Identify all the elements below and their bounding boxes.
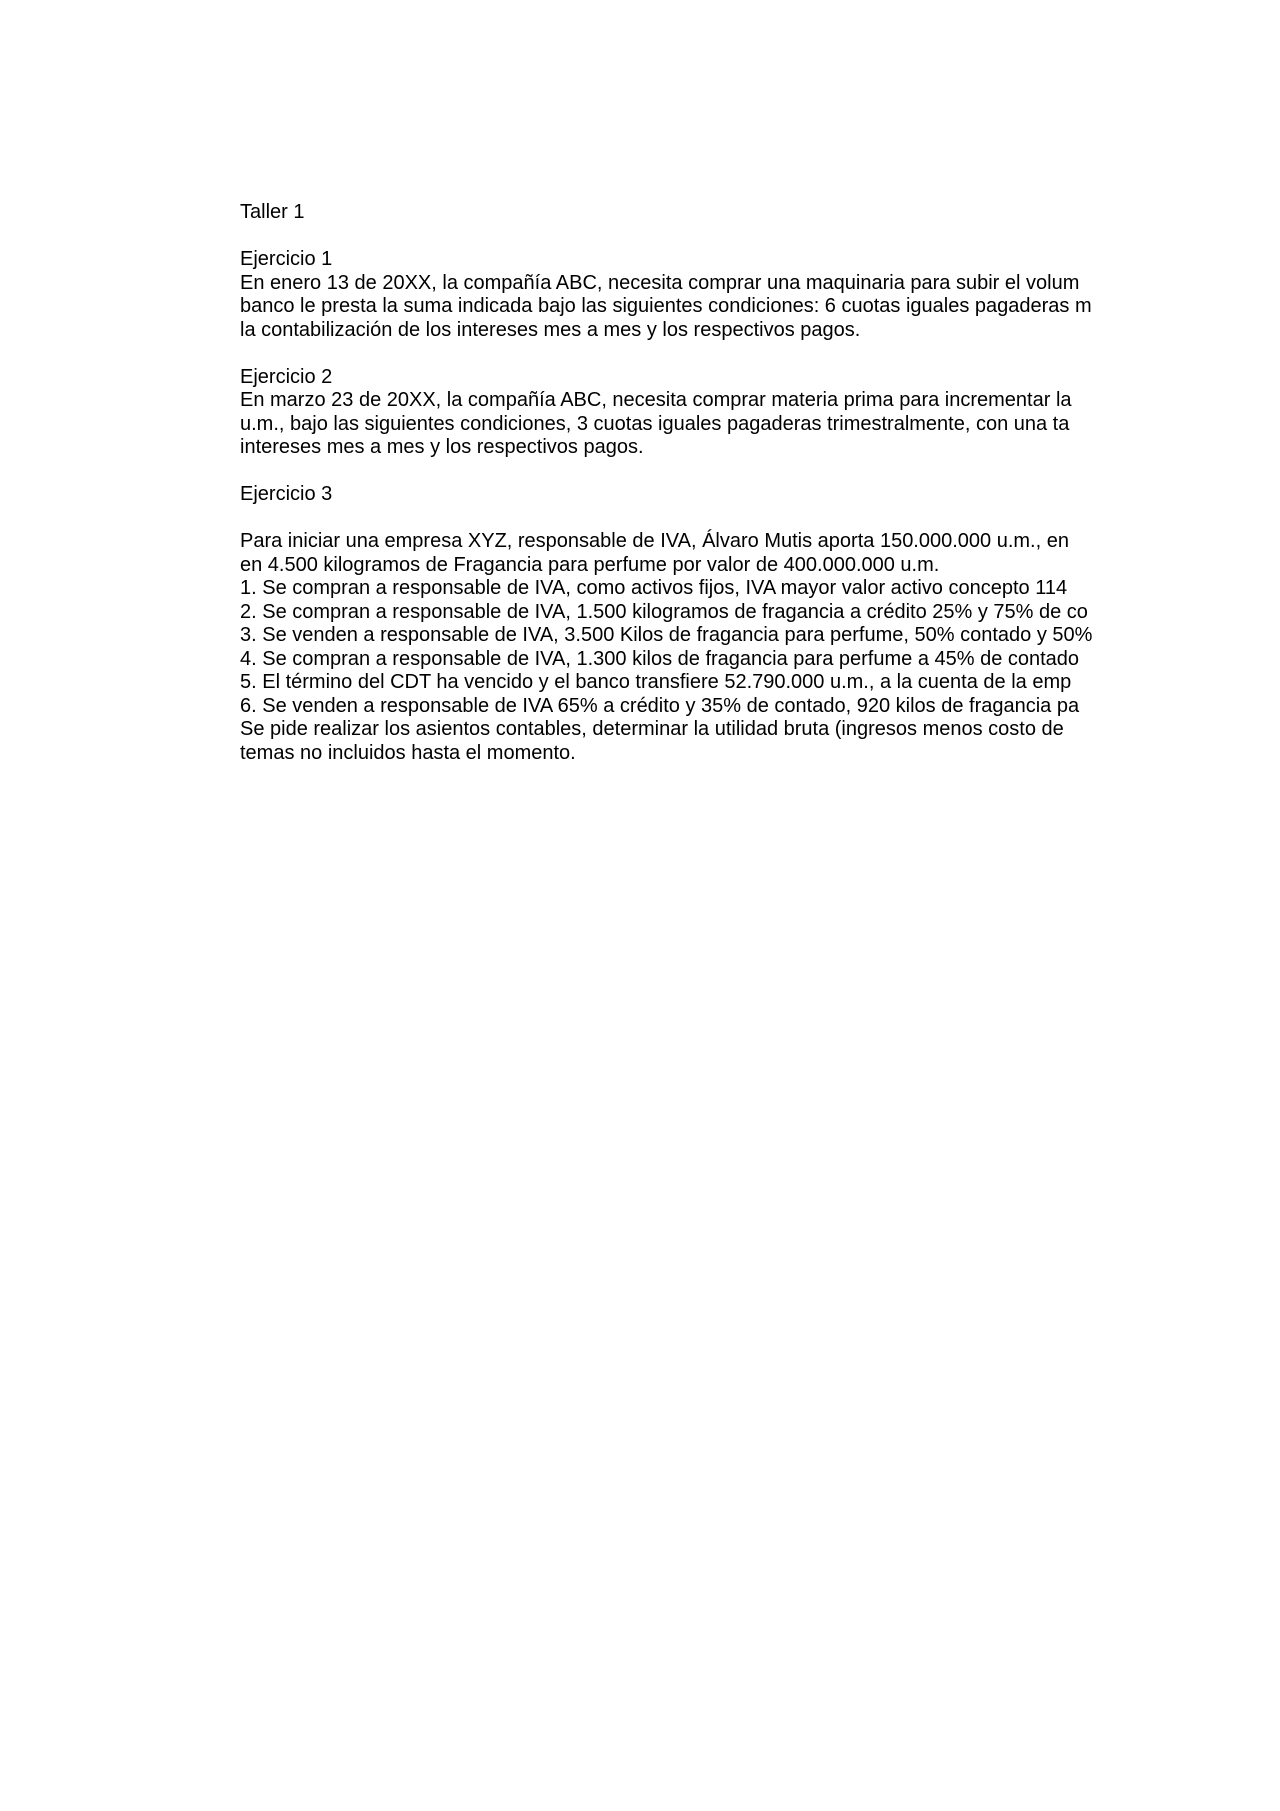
ejercicio-3-line: 4. Se compran a responsable de IVA, 1.300 kilos de fragancia para perfume a 45% de contado: [240, 647, 1080, 670]
ejercicio-3-line: 6. Se venden a responsable de IVA 65% a crédito y 35% de contado, 920 kilos de fragancia pa: [240, 694, 1080, 717]
spacer: [240, 460, 1135, 484]
ejercicio-1-line: banco le presta la suma indicada bajo las siguientes condiciones: 6 cuotas iguales pagaderas m: [240, 295, 1092, 317]
ejercicio-3-heading: Ejercicio 3: [240, 483, 333, 505]
ejercicio-3-line: en 4.500 kilogramos de Fragancia para perfume por valor de 400.000.000 u.m.: [240, 553, 940, 576]
document-content: [240, 201, 1135, 765]
ejercicio-3-line: temas no incluidos hasta el momento.: [240, 741, 576, 764]
ejercicio-3-line: Se pide realizar los asientos contables, determinar la utilidad bruta (ingresos menos costo de: [240, 718, 1064, 740]
ejercicio-1-line: En enero 13 de 20XX, la compañía ABC, necesita comprar una maquinaria para subir el volum: [240, 271, 1080, 294]
ejercicio-3-line: Para iniciar una empresa XYZ, responsable de IVA, Álvaro Mutis aporta 150.000.000 u.m., en: [240, 530, 1069, 552]
ejercicio-2-line: intereses mes a mes y los respectivos pagos.: [240, 436, 644, 458]
ejercicio-1-line: la contabilización de los intereses mes a mes y los respectivos pagos.: [240, 318, 861, 341]
spacer: [240, 342, 1135, 366]
ejercicio-3-line: 3. Se venden a responsable de IVA, 3.500 Kilos de fragancia para perfume, 50% contado y 50%: [240, 624, 1093, 646]
ejercicio-3-line: 2. Se compran a responsable de IVA, 1.500 kilogramos de fragancia a crédito 25% y 75% de co: [240, 600, 1088, 623]
spacer: [240, 507, 1135, 531]
spacer: [240, 225, 1135, 249]
ejercicio-2-heading: Ejercicio 2: [240, 365, 333, 388]
ejercicio-3-line: 1. Se compran a responsable de IVA, como activos fijos, IVA mayor valor activo concepto 114: [240, 577, 1068, 599]
ejercicio-3-line: 5. El término del CDT ha vencido y el banco transfiere 52.790.000 u.m., a la cuenta de la emp: [240, 671, 1072, 693]
ejercicio-2-line: u.m., bajo las siguientes condiciones, 3 cuotas iguales pagaderas trimestralmente, con una ta: [240, 412, 1070, 435]
document-title: Taller 1: [240, 201, 305, 223]
ejercicio-2-line: En marzo 23 de 20XX, la compañía ABC, necesita comprar materia prima para incrementar la: [240, 389, 1072, 411]
ejercicio-1-heading: Ejercicio 1: [240, 248, 333, 270]
